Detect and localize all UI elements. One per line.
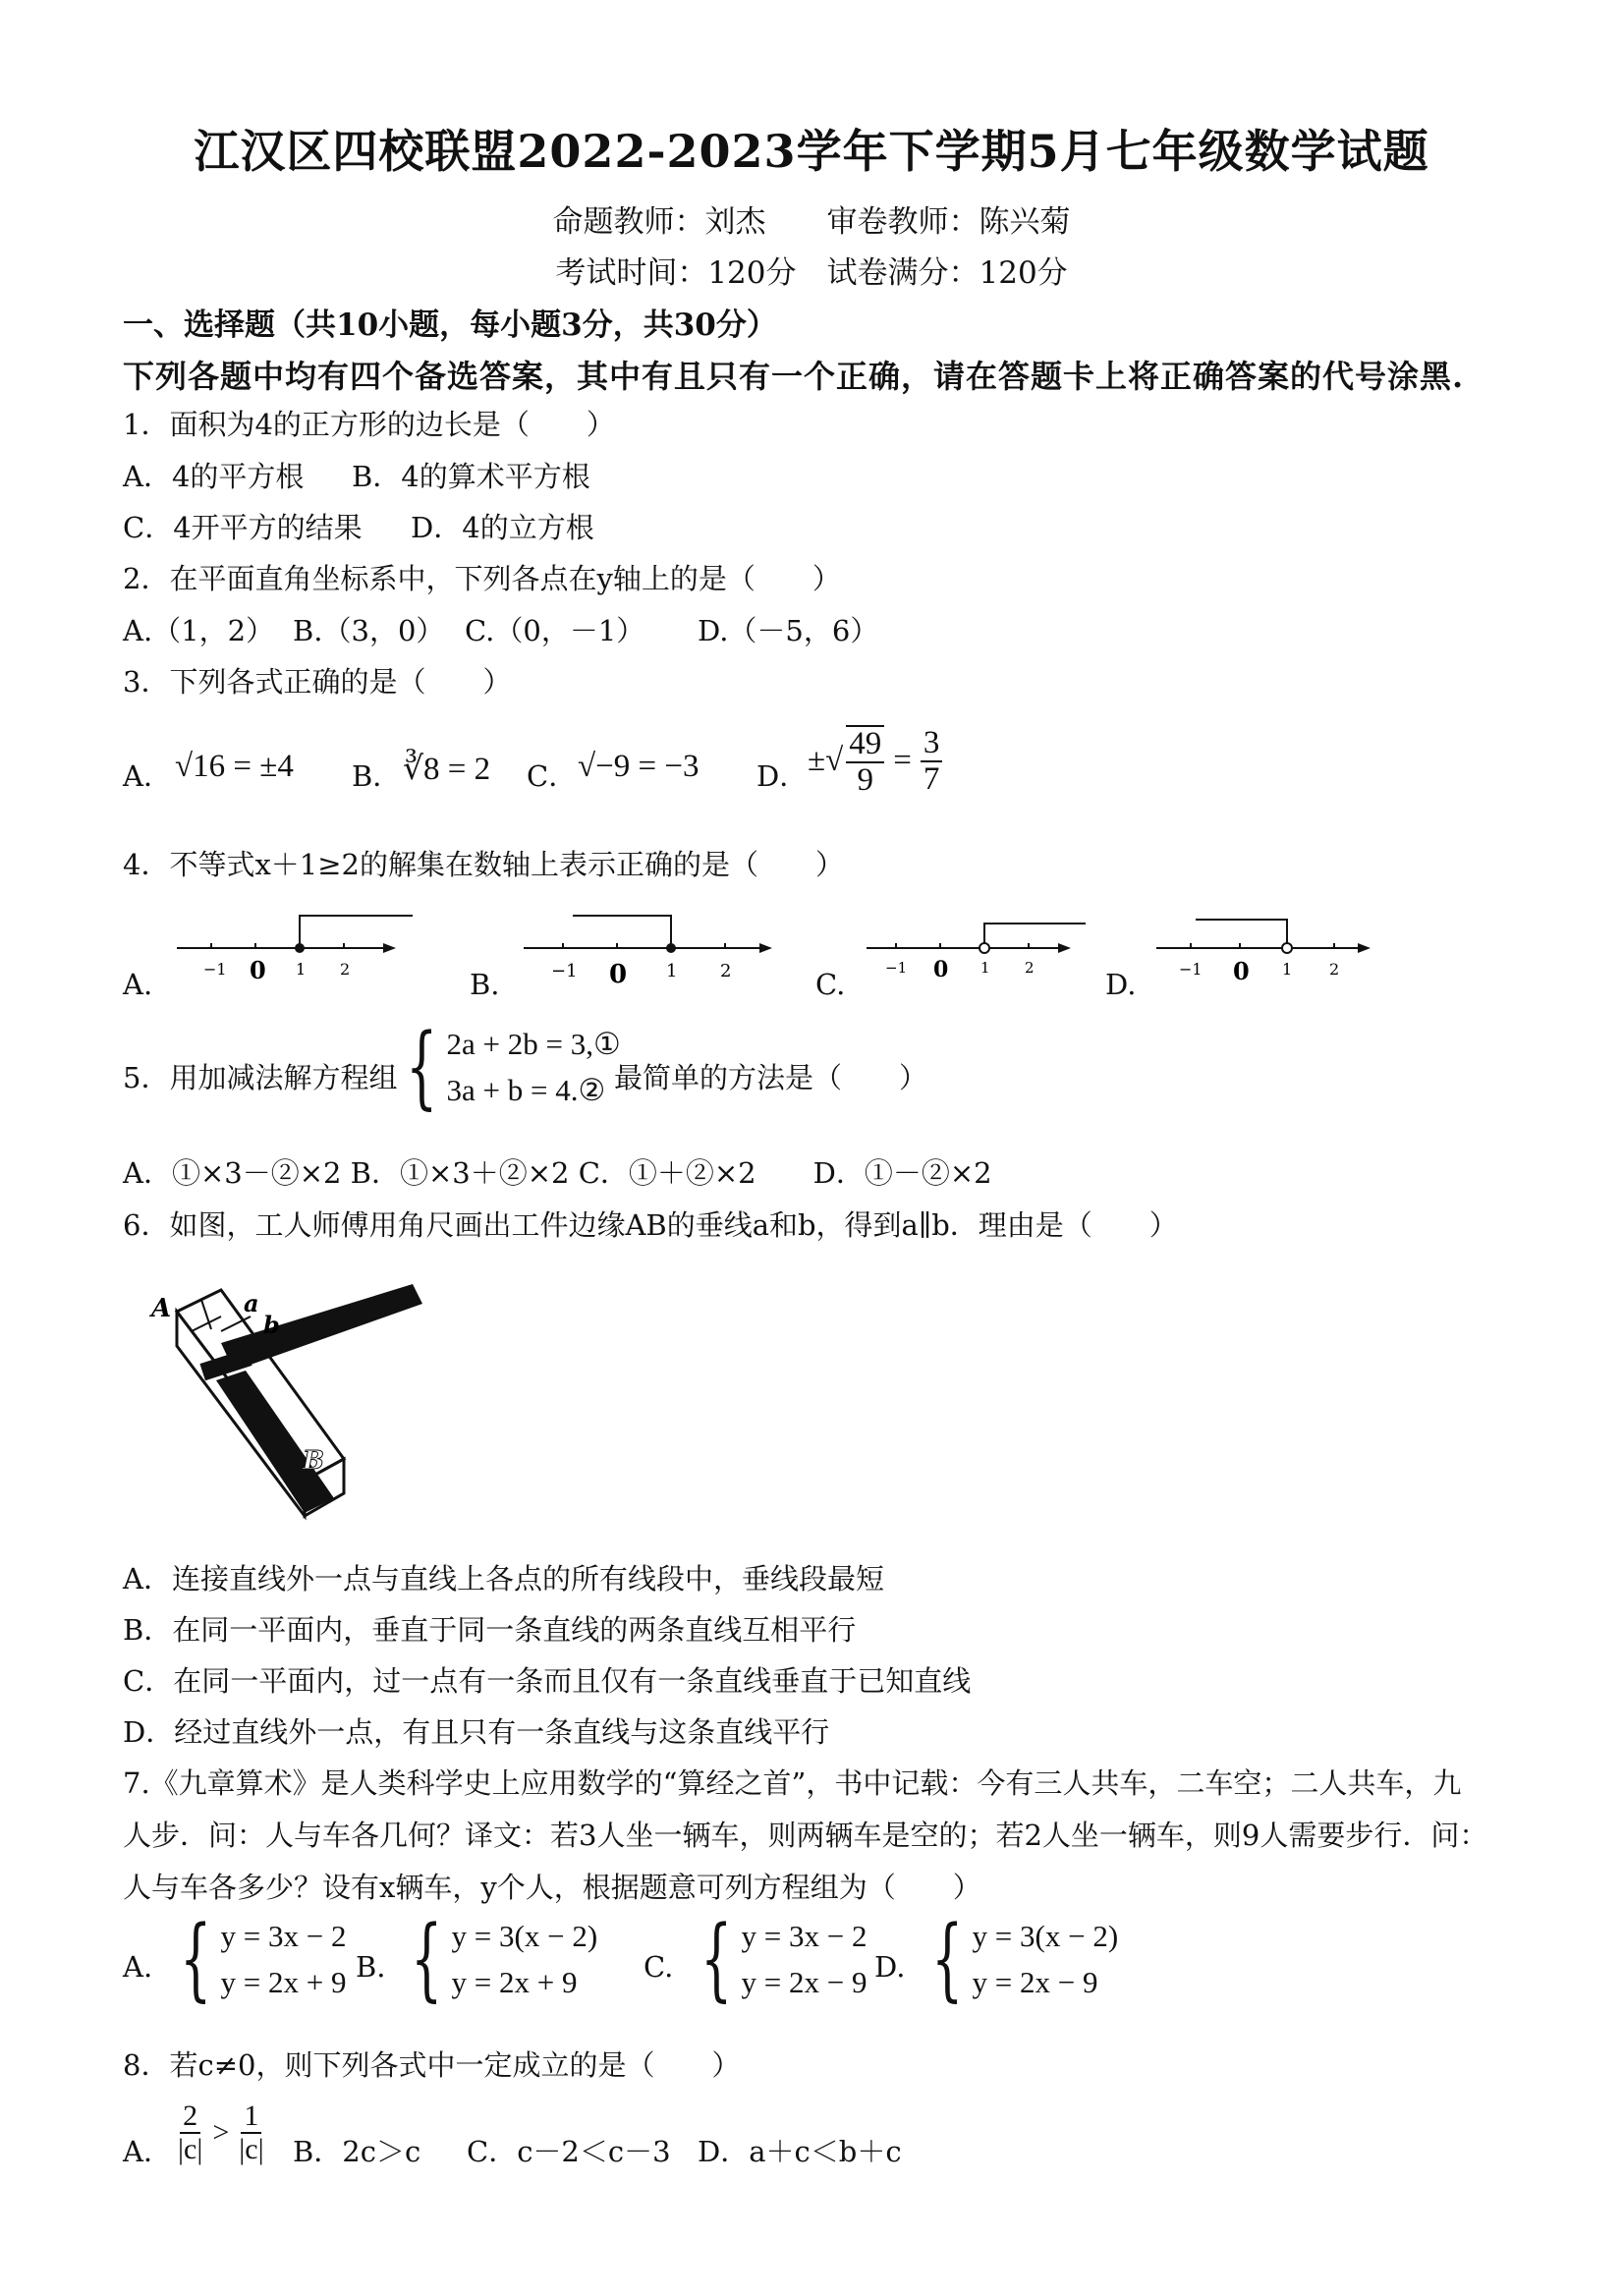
q3-label-c: C． [527,759,578,793]
q8-a-num2: 1 [241,2100,261,2134]
q6-option-a: A．连接直线外一点与直线上各点的所有线段中，垂线段最短 [123,1562,884,1596]
q7-system-c [688,1906,867,2012]
q4c-tick-1: 1 [980,959,990,977]
q3-expr-d [808,725,945,797]
q4a-tick-1: 1 [296,960,307,979]
q8-a-num1: 2 [180,2100,200,2134]
q4d-tick-0: 0 [1233,957,1250,985]
q6-fig-label-a: a [244,1289,259,1317]
q6-option-b: B．在同一平面内，垂直于同一条直线的两条直线互相平行 [123,1613,857,1647]
q7-a-eq1: y = 3x − 2 [220,1919,347,1953]
q3-d-fraction [846,725,884,797]
q7-system-a [167,1906,347,2012]
q4d-tick-1: 1 [1282,960,1293,979]
q8-a-frac1 [175,2100,205,2164]
q8-expr-a [172,2100,270,2164]
q3-d-rnum: 3 [921,726,943,762]
section-heading: 一、选择题（共10小题，每小题3分，共30分） [123,308,777,343]
q3-d-den: 9 [857,761,873,798]
q7-b-brace: { [411,1906,443,2012]
q1-option-a: A．4的平方根 [123,460,305,493]
q7-a-rows [221,1914,347,2005]
q2-option-b: B.（3，0） [293,614,445,647]
q7-d-rows [973,1914,1119,2005]
q3-d-result [921,726,943,796]
q3-d-equals: = [893,743,912,779]
q6-stem: 6．如图，工人师傅用角尺画出工件边缘AB的垂线a和b，得到a∥b．理由是（ ） [123,1208,1178,1242]
q5-options: A．①×3－②×2 B．①×3＋②×2 C．①＋②×2 D．①－②×2 [123,1156,992,1190]
q7-d-eq2: y = 2x − 9 [972,1964,1098,1999]
q3-d-pm-root: ±√ [808,743,844,779]
q2-option-a: A.（1，2） [123,614,275,647]
q7-a-brace: { [180,1906,212,2012]
q2-option-c: C.（0，－1） [465,614,645,647]
q4a-tick-neg1: −1 [203,960,227,979]
q4d-tick-neg1: −1 [1179,960,1203,979]
q8-a-den1: |c| [178,2132,203,2165]
q7-system-d [919,1906,1119,2012]
q7-c-eq2: y = 2x − 9 [741,1964,867,1999]
q3-label-b: B． [352,759,402,793]
q6-fig-label-b: b [263,1311,280,1339]
q4b-tick-neg1: −1 [551,961,578,981]
q4a-tick-0: 0 [250,956,266,984]
q4-label-d: D. [1105,968,1137,1001]
q5-system [393,1014,621,1120]
q8-option-c: C．c－2＜c－3 [467,2135,671,2168]
q8-a-frac2 [236,2100,266,2164]
exam-info: 考试时间：120分 试卷满分：120分 [555,255,1068,291]
q5-stem-post: 最简单的方法是（ ） [614,1061,928,1094]
q4-stem: 4．不等式x＋1≥2的解集在数轴上表示正确的是（ ） [123,848,845,881]
q1-option-d: D．4的立方根 [411,511,594,544]
q4c-tick-0: 0 [933,957,949,982]
q1-option-b: B．4的算术平方根 [352,460,590,493]
q4-numberline-a [172,904,427,992]
section-instruction: 下列各题中均有四个备选答案，其中有且只有一个正确，请在答题卡上将正确答案的代号涂黑. [123,358,1465,395]
q8-option-d: D．a＋c＜b＋c [698,2135,902,2168]
q5-eq2: 3a + b = 4.② [446,1072,606,1107]
q4-label-c: C. [815,968,846,1001]
q3-expr-a: √16 = ±4 [175,749,294,784]
q1-option-c: C．4开平方的结果 [123,511,363,544]
q4c-tick-2: 2 [1025,959,1035,977]
q7-c-rows [742,1914,867,2005]
q1-stem: 1．面积为4的正方形的边长是（ ） [123,408,615,441]
q4b-tick-1: 1 [666,961,678,981]
q4a-tick-2: 2 [340,960,351,979]
q7-d-eq1: y = 3(x − 2) [972,1919,1119,1953]
q6-option-d: D．经过直线外一点，有且只有一条直线与这条直线平行 [123,1715,830,1749]
q7-d-brace: { [931,1906,964,2012]
q5-equations [447,1022,621,1113]
q7-b-eq2: y = 2x + 9 [451,1964,578,1999]
q4b-tick-0: 0 [609,960,628,989]
q5-eq1: 2a + 2b = 3,① [446,1027,621,1061]
q4-label-a: A. [123,968,153,1001]
q4-numberline-b [519,904,784,992]
q7-label-a: A. [123,1950,153,1984]
q6-option-c: C．在同一平面内，过一点有一条而且仅有一条直线垂直于已知直线 [123,1664,972,1698]
teachers-line: 命题教师：刘杰 审卷教师：陈兴菊 [552,204,1071,240]
q4-numberline-d [1151,904,1387,992]
q7-system-b [398,1906,598,2012]
q2-stem: 2．在平面直角坐标系中，下列各点在y轴上的是（ ） [123,562,841,595]
q2-option-d: D.（－5，6） [698,614,879,647]
q3-expr-b: ∛8 = 2 [403,752,491,787]
q7-line1: 7.《九章算术》是人类科学史上应用数学的“算经之首”，书中记载：今有三人共车，二车空；二人共车，九 [123,1766,1462,1800]
q8-a-den2: |c| [239,2132,264,2165]
q6-fig-label-A: A [151,1294,172,1323]
q7-line3: 人与车各多少？设有x辆车，y个人，根据题意可列方程组为（ ） [123,1871,981,1904]
q8-a-gt: > [212,2115,230,2149]
q7-c-eq1: y = 3x − 2 [741,1919,867,1953]
q7-line2: 人步．问：人与车各几何？译文：若3人坐一辆车，则两辆车是空的；若2人坐一辆车，则9人需要步行．问： [123,1819,1488,1852]
q3-expr-c: √−9 = −3 [578,749,700,784]
page-title: 江汉区四校联盟2022-2023学年下学期5月七年级数学试题 [194,125,1429,178]
q6-fig-label-B: B [303,1446,324,1476]
q3-label-a: A． [123,759,172,793]
q3-stem: 3．下列各式正确的是（ ） [123,665,512,699]
q7-label-d: D. [874,1950,906,1984]
q4-numberline-c [862,904,1097,992]
q3-d-rden: 7 [923,760,940,797]
q7-c-brace: { [700,1906,733,2012]
q7-label-c: C. [644,1950,674,1984]
q3-d-num: 49 [846,727,884,763]
q8-option-b: B．2c＞c [293,2135,421,2168]
q7-label-b: B. [356,1950,386,1984]
q7-b-eq1: y = 3(x − 2) [451,1919,598,1953]
q6-figure [147,1272,442,1528]
q8-stem: 8．若c≠0，则下列各式中一定成立的是（ ） [123,2048,741,2082]
q4c-tick-neg1: −1 [885,959,908,977]
q4d-tick-2: 2 [1329,960,1340,979]
q7-a-eq2: y = 2x + 9 [220,1964,347,1999]
q3-label-d: D． [756,759,809,793]
q4b-tick-2: 2 [720,961,732,981]
q5-stem-pre: 5．用加减法解方程组 [123,1061,398,1094]
q5-brace: { [406,1014,438,1120]
q7-b-rows [452,1914,598,2005]
q4-label-b: B. [470,968,500,1001]
q8-label-a: A． [123,2135,172,2168]
